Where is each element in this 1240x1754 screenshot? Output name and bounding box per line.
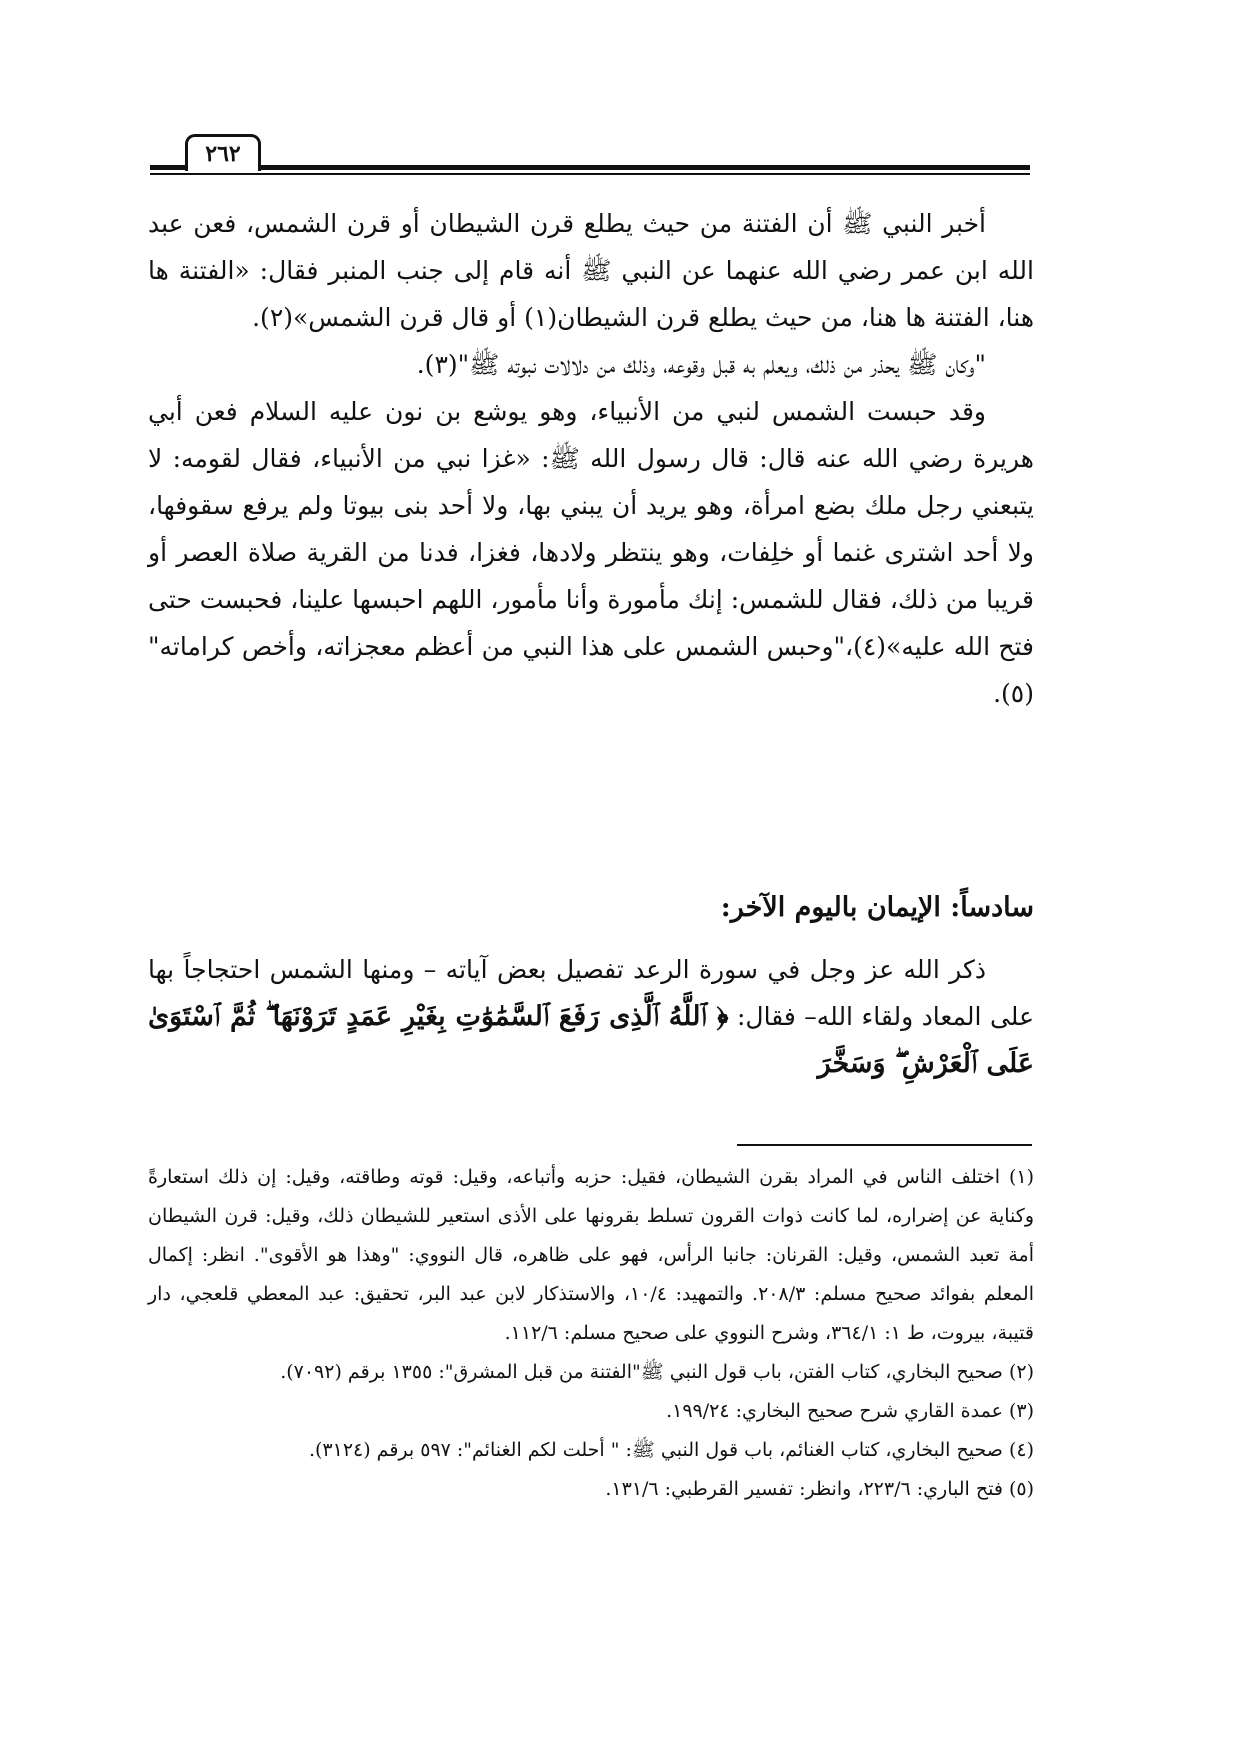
paragraph [148,946,1034,1087]
footnote: (٢) صحيح البخاري، كتاب الفتن، باب قول النبي ﷺ"الفتنة من قبل المشرق": ١٣٥٥ برقم (٧٠٩٢). [280,1361,1034,1383]
footnote: (٣) عمدة القاري شرح صحيح البخاري: ١٩٩/٢٤. [666,1400,1034,1422]
quran-verse: ﴿ ٱللَّهُ ٱلَّذِى رَفَعَ ٱلسَّمَٰوَٰتِ بِغَيْرِ عَمَدٍ تَرَوْنَهَا ۖ ثُمَّ ٱسْتَوَىٰ عَلَى ٱلْعَرْشِ ۖ وَسَخَّرَ [148,1001,1034,1079]
section-text-block [148,946,1034,1087]
paragraph: "وكان ﷺ يحذر من ذلك، ويعلم به قبل وقوعه، وذلك من دلالات نبوته ﷺ"(٣). [416,350,986,379]
paragraph: وقد حبست الشمس لنبي من الأنبياء، وهو يوشع بن نون عليه السلام فعن أبي هريرة رضي الله عنه قال: قال رسول الله ﷺ: «غزا نبي من الأنبياء، فقال لقومه: لا يتبعني رجل ملك بضع امرأة، وهو يريد أن يبني بها، ولا أحد بنى بيوتا ولم يرفع سقوفها، ولا أحد اشترى غنما أو خلِفات، وهو ينتظر ولادها، فغزا، فدنا من القرية صلاة العصر أو قريبا من ذلك، فقال للشمس: إنك مأمورة وأنا مأمور، اللهم احبسها علينا، فحبست حتى فتح الله عليه»(٤)،"وحبس الشمس على هذا النبي من أعظم معجزاته، وأخص كراماته"(٥). [148,397,1034,708]
paragraph: أخبر النبي ﷺ أن الفتنة من حيث يطلع قرن الشيطان أو قرن الشمس، فعن عبد الله ابن عمر رضي الله عنهما عن النبي ﷺ أنه قام إلى جنب المنبر فقال: «الفتنة ها هنا، الفتنة ها هنا، من حيث يطلع قرن الشيطان(١) أو قال قرن الشمس»(٢). [148,209,1034,332]
header-rule-thin [150,173,1030,175]
footnote: (١) اختلف الناس في المراد بقرن الشيطان، فقيل: حزبه وأتباعه، وقيل: قوته وطاقته، وقيل: إن ذلك استعارةً وكناية عن إضراره، لما كانت ذوات القرون تسلط بقرونها على الأذى استعير للشيطان ذلك، وقيل: قرن الشيطان أمة تعبد الشمس، وقيل: القرنان: جانبا الرأس، فهو على ظاهره، قال النووي: "وهذا هو الأقوى". انظر: إكمال المعلم بفوائد صحيح مسلم: ٢٠٨/٣. والتمهيد: ١٠/٤، والاستذكار لابن عبد البر، تحقيق: عبد المعطي قلعجي، دار قتيبة، بيروت، ط ١: ٣٦٤/١، وشرح النووي على صحيح مسلم: ١١٢/٦. [148,1166,1034,1344]
footnote-separator [737,1144,1032,1146]
paragraph-text: ذكر الله عز وجل في سورة الرعد تفصيل بعض آياته – ومنها الشمس احتجاجاً بها على المعاد ولقاء الله– فقال: [148,955,1034,1031]
main-text-block [148,200,1034,717]
footnote: (٤) صحيح البخاري، كتاب الغنائم، باب قول النبي ﷺ: " أحلت لكم الغنائم": ٥٩٧ برقم (٣١٢٤). [308,1439,1034,1461]
header-rule [150,165,1030,170]
page-number: ٢٦٢ [185,134,261,171]
footnotes-list [148,1158,1034,1509]
section-heading: سادساً: الإيمان باليوم الآخر: [720,892,1034,923]
footnote: (٥) فتح الباري: ٢٢٣/٦، وانظر: تفسير القرطبي: ١٣١/٦. [605,1478,1034,1500]
